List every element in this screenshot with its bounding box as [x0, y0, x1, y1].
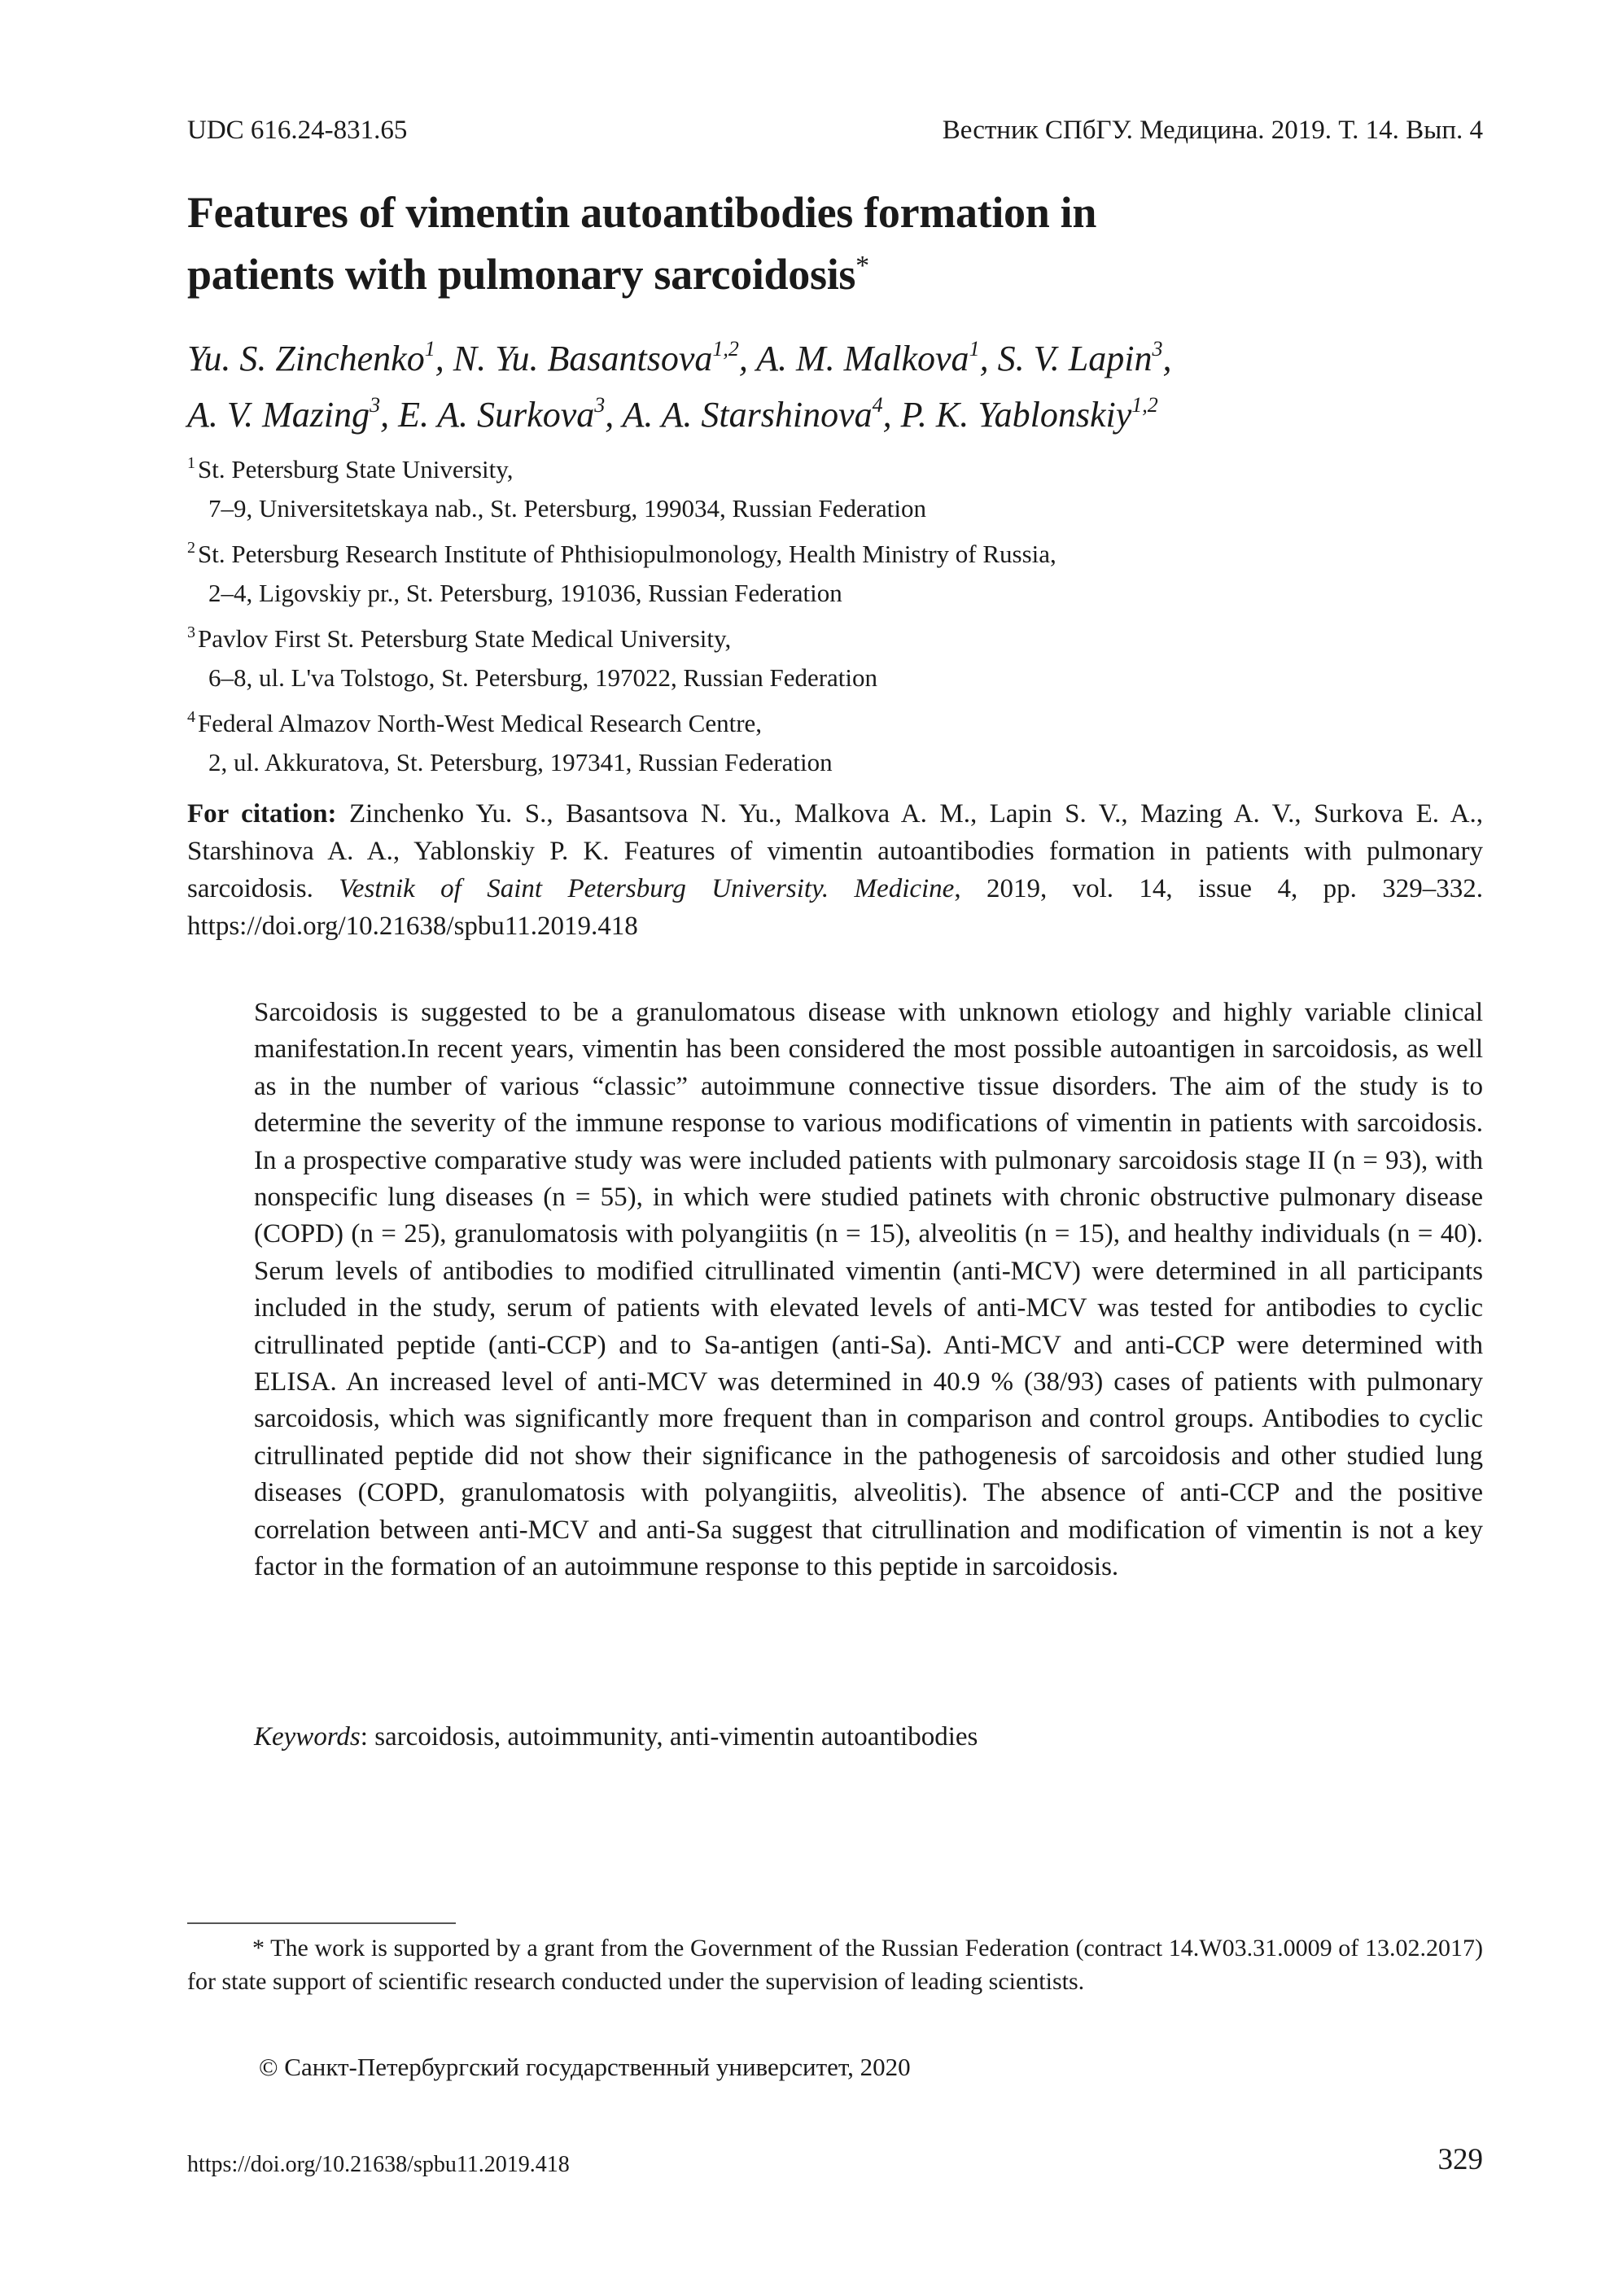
keywords [254, 1719, 1483, 1756]
affiliation-item: $^3$Pavlov First St. Petersburg State Medical University, 6–8, ul. L'va Tolstogo, St. Petersburg, 197022, Russian Federation [187, 623, 878, 692]
affiliation-item: $^2$St. Petersburg Research Institute of Phthisiopulmonology, Health Ministry of Russia, 2–4, Ligovskiy pr., St. Petersburg, 191036, Russian Federation [187, 539, 1056, 607]
footnote-text: The work is supported by a grant from the Government of the Russian Federation (contract 14.W03.31.0009 of 13.02.2017) for state support of scientific research conducted under the supervision of leading scientists. [187, 1935, 1483, 1995]
running-header [187, 114, 1483, 147]
title-line-1: Features of vimentin autoantibodies formation in [187, 188, 1097, 237]
affiliations [187, 444, 1408, 782]
footer-doi-link[interactable]: https://doi.org/10.21638/spbu11.2019.418 [187, 2152, 570, 2177]
footnote-divider [187, 1922, 456, 1924]
author: A. V. Mazing$^3$, [187, 393, 399, 435]
author: E. A. Surkova$^3$, [398, 393, 623, 435]
author: N. Yu. Basantsova$^{1,2}$, [453, 337, 757, 378]
citation-label: For citation: [187, 799, 337, 829]
citation-text: Zinchenko Yu. S., Basantsova N. Yu., Malkova A. M., Lapin S. V., Mazing A. V., Surkova E. A., Starshinova A. A., Yablonskiy P. K. Features of vimentin autoantibodies formation in patients with pulmonary sarcoidosis. [187, 799, 1483, 903]
footnote-marker: * [252, 1935, 265, 1961]
author: Yu. S. Zinchenko$^1$, [187, 337, 453, 378]
udc-code: UDC 616.24-831.65 [187, 116, 408, 145]
keywords-text: : sarcoidosis, autoimmunity, anti-vimentin autoantibodies [360, 1722, 978, 1752]
keywords-label: Keywords [254, 1722, 361, 1752]
page-number: 329 [1437, 2143, 1483, 2176]
citation-text-end[interactable]: , 2019, vol. 14, issue 4, pp. 329–332. https://doi.org/10.21638/spbu11.2019.418 [187, 874, 1483, 941]
footnote [187, 1931, 1483, 1998]
title-line-2: patients with pulmonary sarcoidosis [187, 250, 856, 299]
affiliation-item: $^4$Federal Almazov North-West Medical Research Centre, 2, ul. Akkuratova, St. Petersburg, 197341, Russian Federation [187, 708, 833, 776]
affiliation-item: $^1$St. Petersburg State University, 7–9, Universitetskaya nab., St. Petersburg, 199034, Russian Federation [187, 454, 926, 523]
citation-block [187, 795, 1483, 945]
author: A. A. Starshinova$^4$, [622, 393, 901, 435]
author: P. K. Yablonskiy$^{1,2}$ [900, 393, 1158, 435]
author: S. V. Lapin$^3$, [997, 337, 1172, 378]
title-footnote-marker[interactable]: * [855, 251, 869, 281]
abstract: Sarcoidosis is suggested to be a granulomatous disease with unknown etiology and highly variable clinical manifestation.In recent years, vimentin has been considered the most possible autoantigen in sarcoidosis, as well as in the number of various “classic” autoimmune connective tissue disorders. The aim of the study is to determine the severity of the immune response to various modifications of vimentin in patients with sarcoidosis. In a prospective comparative study was were included patients with pulmonary sarcoidosis stage II (n = 93), with nonspecific lung diseases (n = 55), in which were studied patinets with chronic obstructive pulmonary disease (COPD) (n = 25), granulomatosis with polyangiitis (n = 15), alveolitis (n = 15), and healthy individuals (n = 40). Serum levels of antibodies to modified citrullinated vimentin (anti-MCV) were determined in all participants included in the study, serum of patients with elevated levels of anti-MCV was tested for antibodies to cyclic citrullinated peptide (anti-CCP) and to Sa-antigen (anti-Sa). Anti-MCV and anti-CCP were determined with ELISA. An increased level of anti-MCV was determined in 40.9 % (38/93) cases of patients with pulmonary sarcoidosis, which was significantly more frequent than in comparison and control groups. Antibodies to cyclic citrullinated peptide did not show their significance in the pathogenesis of sarcoidosis and other studied lung diseases (COPD, granulomatosis with polyangiitis, alveolitis). The absence of anti-CCP and the positive correlation between anti-MCV and anti-Sa suggest that citrullination and modification of vimentin is not a key factor in the formation of an autoimmune response to this peptide in sarcoidosis. [254, 998, 1483, 1582]
author: A. M. Malkova$^1$, [756, 337, 998, 378]
copyright-notice: © Санкт-Петербургский государственный университет, 2020 [259, 2053, 911, 2081]
citation-journal: Vestnik of Saint Petersburg University. Medicine [339, 874, 955, 903]
journal-running-title: Вестник СПбГУ. Медицина. 2019. Т. 14. Вып. 4 [942, 116, 1483, 145]
article-title [187, 186, 1327, 301]
author-list [187, 326, 1408, 438]
